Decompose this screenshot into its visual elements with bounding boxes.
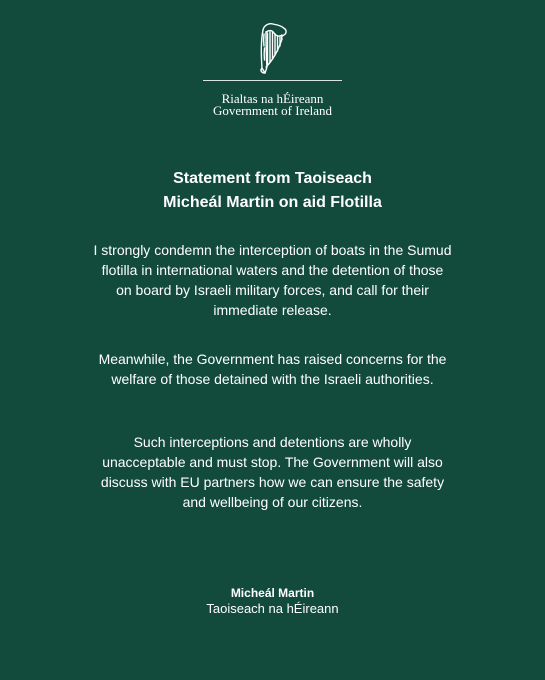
government-name-english: Government of Ireland (212, 103, 333, 118)
signature-name: Micheál Martin (230, 586, 315, 600)
statement-paragraph-3: Such interceptions and detentions are wholly unacceptable and must stop. The Government will also discuss with EU partners how we can ensure the safety and wellbeing of our citizens. (100, 434, 445, 510)
statement-paragraph-2: Meanwhile, the Government has raised concerns for the welfare of those detained with the Israeli authorities. (98, 351, 447, 387)
header-divider (203, 80, 342, 81)
statement-title-line-2: Micheál Martin on aid Flotilla (163, 194, 382, 211)
statement-title (0, 167, 545, 215)
statement-paragraph-1: I strongly condemn the interception of boats in the Sumud flotilla in international waters and the detention of those on board by Israeli military forces, and call for their immediate release. (93, 242, 452, 318)
government-name-irish: Rialtas na hÉireann (221, 91, 324, 106)
statement-title-line-1: Statement from Taoiseach (173, 170, 372, 187)
signature-title: Taoiseach na hÉireann (206, 601, 339, 616)
harp-icon (254, 20, 290, 76)
